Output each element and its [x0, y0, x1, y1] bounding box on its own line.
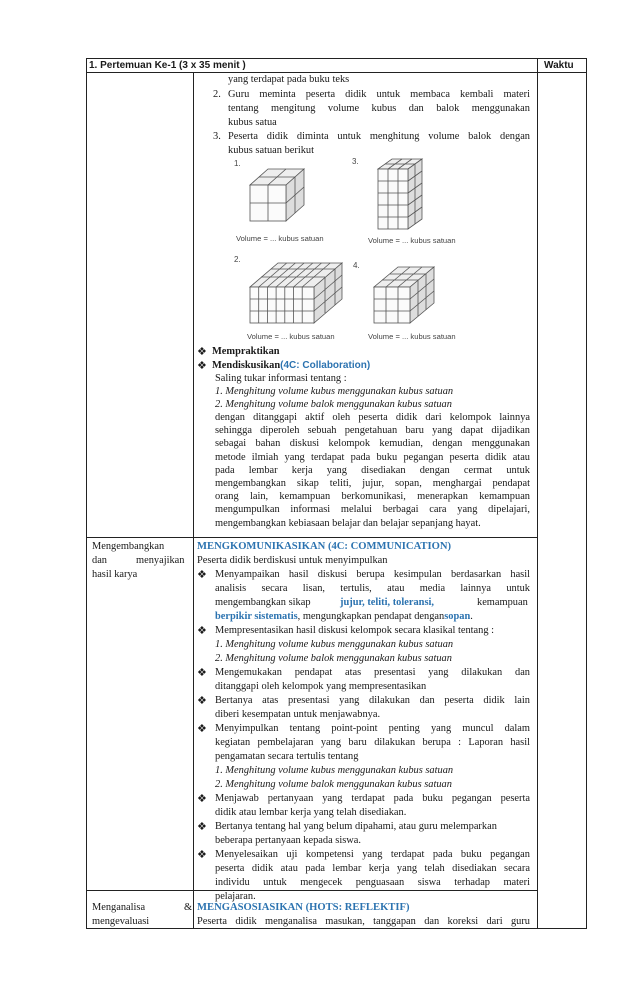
item-h-line-4: pelajaran. [215, 891, 256, 902]
row1-paragraph-5: pada lembar kerja yang disediakan dengan cermat untuk [215, 464, 530, 476]
row3-left-1b: & [184, 902, 193, 913]
volume-label-4: Volume = ... kubus satuan [368, 332, 456, 341]
row1-paragraph-9: mengembangkan kebiasaan belajar dan belajar sepanjang hayat. [215, 517, 481, 529]
cube-shape-4 [374, 267, 434, 323]
item-e-line-5: 2. Menghitung volume balok menggunakan kubus satuan [215, 779, 452, 790]
mempraktikan-heading: Mempraktikan [212, 346, 280, 357]
list-number-3: 3. [213, 131, 221, 142]
list-number-2: 2. [213, 89, 221, 100]
asosiasi-title: MENGASOSIASIKAN (HOTS: REFLEKTIF) [197, 902, 410, 913]
item-g-line-2: beberapa pertanyaan kepada siswa. [215, 835, 361, 846]
item-f-line-1: Menjawab pertanyaan yang terdapat pada buku pegangan peserta [215, 793, 530, 804]
item-g-line-1: Bertanya tentang hal yang belum dipahami, atau guru melemparkan [215, 821, 497, 832]
cube-shape-3 [378, 159, 422, 229]
row1-paragraph-4: metode ilmiah yang terdapat pada buku pegangan peserta didik atau [215, 451, 530, 463]
column-divider [193, 72, 194, 929]
berpikir-sistematis: berpikir sistematis [215, 611, 298, 622]
item-d-line-1: Bertanya atas presentasi yang dilakukan dan peserta didik lain [215, 695, 530, 706]
row1-paragraph-3: sebagai bahan diskusi kelompok kemudian, dengan menggunakan [215, 438, 530, 450]
item-e-line-1: Menyimpulkan tentang point-point penting yang muncul dalam [215, 723, 530, 734]
bullet-diamond: ❖ [197, 667, 207, 679]
item-b-line-1: Mempresentasikan hasil diskusi kelompok secara klasikal tentang : [215, 625, 495, 636]
row3-left-2: mengevaluasi [92, 916, 150, 927]
item-e-line-3: pengamatan secara tertulis tentang [215, 751, 359, 762]
table-border-left [86, 58, 87, 929]
row-divider-1 [86, 537, 537, 538]
meeting-title: 1. Pertemuan Ke-1 (3 x 35 menit ) [89, 60, 246, 71]
discussion-item-2: 2. Menghitung volume balok menggunakan kubus satuan [215, 399, 452, 410]
row1-line-1: yang terdapat pada buku teks [228, 74, 350, 85]
row1-line-2a: Guru meminta peserta didik untuk membaca kembali materi [228, 89, 530, 100]
item-a-line-4-end: . [470, 611, 473, 622]
row1-line-3a: Peserta didik diminta untuk menghitung volume balok dengan [228, 131, 530, 142]
bullet-diamond: ❖ [197, 569, 207, 581]
waktu-divider [537, 58, 538, 929]
bullet-diamond: ❖ [197, 793, 207, 805]
item-h-line-3: individu untuk mengecek penguasaan siswa terhadap materi [215, 877, 530, 888]
row1-paragraph-6: mengembangkan sikap teliti, jujur, sopan, menghargai pendapat [215, 478, 530, 489]
bullet-diamond: ❖ [197, 625, 207, 637]
item-h-line-2: peserta didik atau pada lembar kerja yang telah disediakan secara [215, 863, 530, 874]
item-b-line-3: 2. Menghitung volume balok menggunakan kubus satuan [215, 653, 452, 664]
saling-tukar-text: Saling tukar informasi tentang : [215, 373, 347, 384]
figure-number-2: 2. [234, 255, 241, 264]
row2-left-1: Mengembangkan [92, 541, 165, 552]
item-h-line-1: Menyelesaikan uji kompetensi yang terdapat pada buku pegangan [215, 849, 530, 860]
cube-shape-1 [250, 169, 304, 221]
discussion-item-1: 1. Menghitung volume kubus menggunakan kubus satuan [215, 386, 454, 397]
asosiasi-text: Peserta didik menganalisa masukan, tanggapan dan koreksi dari guru [197, 916, 530, 927]
waktu-header: Waktu [544, 60, 574, 71]
bullet-diamond: ❖ [197, 723, 207, 735]
item-b-line-2: 1. Menghitung volume kubus menggunakan kubus satuan [215, 639, 454, 650]
volume-label-1: Volume = ... kubus satuan [236, 234, 324, 243]
figure-number-1: 1. [234, 159, 241, 168]
bullet-diamond: ❖ [197, 821, 207, 833]
item-e-line-4: 1. Menghitung volume kubus menggunakan kubus satuan [215, 765, 454, 776]
row2-left-2b: menyajikan [136, 555, 185, 566]
row1-line-2b: tentang mengitung volume kubus dan balok menggunakan [228, 103, 530, 114]
collaboration-tag: (4C: Collaboration) [280, 360, 371, 371]
figure-number-4: 4. [353, 261, 360, 270]
bullet-diamond: ❖ [197, 360, 207, 372]
item-a-line-2: analisis secara lisan, tertulis, atau media lainnya untuk [215, 583, 530, 594]
cube-shape-2 [250, 263, 342, 323]
row1-paragraph-2: sehingga diperoleh sebuah pengetahuan baru yang dapat dijadikan [215, 425, 530, 437]
item-a-line-1: Menyampaikan hasil diskusi berupa kesimpulan berdasarkan hasil [215, 569, 530, 580]
unit-cube-figure [228, 155, 450, 343]
row2-left-2a: dan [92, 555, 108, 566]
row3-left-1a: Menganalisa [92, 902, 146, 913]
row1-line-3b: kubus satuan berikut [228, 145, 314, 156]
item-c-line-2: ditanggapi oleh kelompok yang mempresentasikan [215, 681, 427, 692]
row1-paragraph-7: orang lain, kemampuan berkomunikasi, menerapkan kemampuan [215, 491, 530, 503]
communication-intro: Peserta didik berdiskusi untuk menyimpulkan [197, 555, 388, 566]
bullet-diamond: ❖ [197, 695, 207, 707]
figure-number-3: 3. [352, 157, 359, 166]
communication-title: MENGKOMUNIKASIKAN (4C: COMMUNICATION) [197, 541, 452, 552]
item-a-line-3b: kemampuan [477, 597, 528, 608]
item-e-line-2: kegiatan pembelajaran yang baru dilakukan berupa : Laporan hasil [215, 737, 530, 748]
bullet-diamond: ❖ [197, 346, 207, 358]
item-a-line-4 [215, 610, 473, 624]
mendiskusikan-label: Mendiskusikan [212, 360, 281, 371]
item-a-line-3a: mengembangkan sikap [215, 597, 311, 608]
volume-label-3: Volume = ... kubus satuan [368, 236, 456, 245]
item-f-line-2: didik atau lembar kerja yang telah disediakan. [215, 807, 407, 818]
item-a-line-3-values: jujur, teliti, toleransi, [340, 597, 434, 608]
row1-paragraph-1: dengan ditanggapi aktif oleh peserta didik dari kelompok lainnya [215, 412, 530, 423]
row1-paragraph-8: mengumpulkan informasi melalui berbagai cara yang dipelajari, [215, 504, 530, 516]
item-c-line-1: Mengemukakan pendapat atas presentasi yang dilakukan dan [215, 667, 530, 678]
sopan-keyword: sopan [444, 611, 471, 622]
bullet-diamond: ❖ [197, 849, 207, 861]
item-a-line-4-mid: , mengungkapkan pendapat dengan [297, 611, 445, 622]
volume-label-2: Volume = ... kubus satuan [247, 332, 335, 341]
table-border-right [586, 58, 587, 929]
row2-left-3: hasil karya [92, 569, 138, 580]
item-d-line-2: diberi kesempatan untuk menjawabnya. [215, 709, 381, 720]
row1-line-2c: kubus satua [228, 117, 277, 128]
